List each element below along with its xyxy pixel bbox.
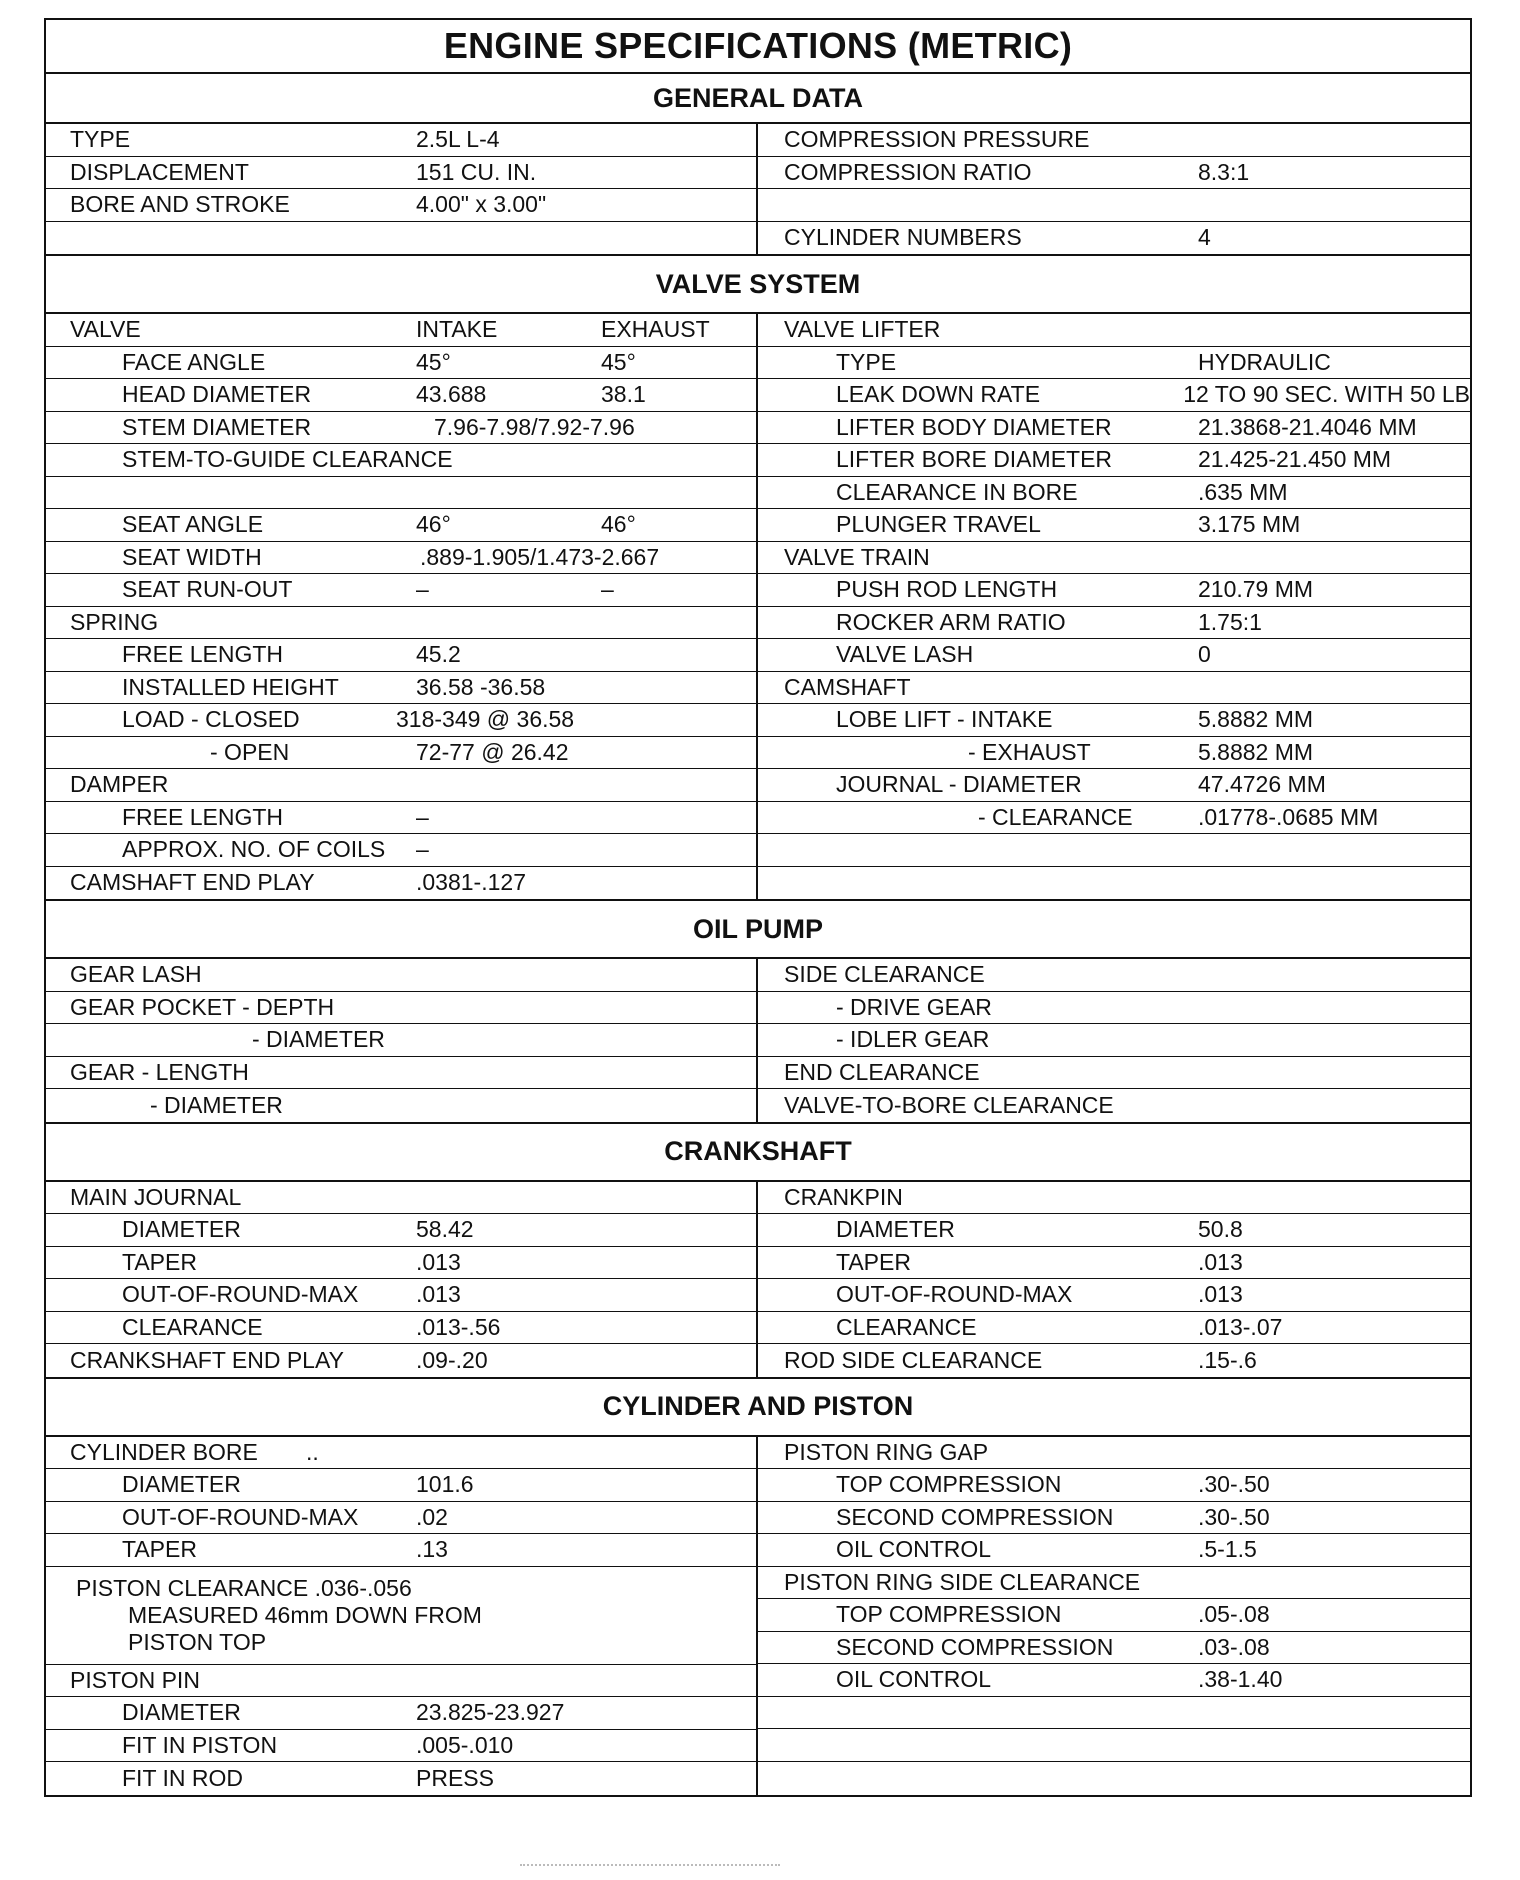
spec-label: GEAR LASH — [70, 961, 202, 988]
general-left-col — [46, 124, 758, 254]
spec-label: TYPE — [836, 348, 897, 375]
spec-label: GEAR - LENGTH — [70, 1058, 249, 1085]
spec-row — [46, 1665, 756, 1698]
spec-row — [758, 542, 1470, 575]
general-grid — [46, 124, 1470, 254]
spec-value: – — [416, 803, 429, 830]
spec-row — [758, 1089, 1470, 1122]
spec-row — [758, 412, 1470, 445]
exhaust-value: – — [601, 576, 614, 603]
spec-row — [46, 1312, 756, 1345]
spec-value: 12 TO 90 SEC. WITH 50 LB — [1183, 381, 1470, 408]
spec-label: OUT-OF-ROUND-MAX — [836, 1281, 1073, 1308]
spec-label: LEAK DOWN RATE — [836, 381, 1041, 408]
spec-label: OUT-OF-ROUND-MAX — [122, 1503, 359, 1530]
spec-label: FREE LENGTH — [122, 803, 284, 830]
spec-label: SEAT ANGLE — [122, 511, 264, 538]
spec-row — [46, 639, 756, 672]
spec-label: LIFTER BODY DIAMETER — [836, 413, 1112, 440]
spec-label: PISTON RING GAP — [784, 1438, 989, 1465]
spec-row — [758, 1534, 1470, 1567]
spec-row — [46, 412, 756, 445]
crank-left-col — [46, 1182, 758, 1377]
spec-label: TOP COMPRESSION — [836, 1601, 1062, 1628]
spec-row — [46, 189, 756, 222]
spec-value: .30-.50 — [1198, 1503, 1270, 1530]
spec-row — [758, 1312, 1470, 1345]
spec-row — [758, 1729, 1470, 1762]
spec-row — [46, 347, 756, 380]
spec-label: DIAMETER — [122, 1699, 241, 1726]
spec-row — [46, 737, 756, 770]
spec-row — [758, 1567, 1470, 1600]
spec-label: TAPER — [122, 1248, 197, 1275]
spec-label: JOURNAL - DIAMETER — [836, 771, 1082, 798]
spec-label: OUT-OF-ROUND-MAX — [122, 1281, 359, 1308]
oil-right-col — [758, 959, 1470, 1122]
spec-value: .13 — [416, 1536, 448, 1563]
spec-label: SIDE CLEARANCE — [784, 961, 985, 988]
spec-label: LIFTER BORE DIAMETER — [836, 446, 1113, 473]
spec-value: 5.8882 MM — [1198, 706, 1314, 733]
spec-row — [758, 189, 1470, 222]
spec-row — [758, 959, 1470, 992]
spec-row — [758, 124, 1470, 157]
valve-left-col — [46, 314, 758, 899]
spec-row — [758, 347, 1470, 380]
spec-row — [46, 802, 756, 835]
spec-label: APPROX. NO. OF COILS — [122, 836, 386, 863]
spec-label: - OPEN — [210, 738, 290, 765]
spec-label: DAMPER — [70, 771, 169, 798]
spec-row — [758, 1437, 1470, 1470]
spec-row — [758, 222, 1470, 255]
spec-row — [46, 542, 756, 575]
spec-sheet — [44, 18, 1472, 1797]
spec-row — [758, 802, 1470, 835]
spec-row — [46, 1247, 756, 1280]
spec-row — [46, 1344, 756, 1377]
spec-row — [46, 959, 756, 992]
spec-row — [758, 1024, 1470, 1057]
spec-row — [758, 1632, 1470, 1665]
spec-label: BORE AND STROKE — [70, 191, 290, 218]
spec-value: .889-1.905/1.473-2.667 — [420, 543, 660, 570]
spec-value: 8.3:1 — [1198, 158, 1250, 185]
spec-row — [46, 1214, 756, 1247]
spec-label: PISTON PIN — [70, 1666, 200, 1693]
spec-label: END CLEARANCE — [784, 1058, 980, 1085]
spec-row — [46, 1057, 756, 1090]
spec-row — [46, 1697, 756, 1730]
spec-value: .013 — [416, 1281, 461, 1308]
section-oil-pump: OIL PUMP — [46, 899, 1470, 959]
spec-label: ROD SIDE CLEARANCE — [784, 1346, 1043, 1373]
exhaust-value: 46° — [601, 511, 636, 538]
exhaust-value: 38.1 — [601, 381, 646, 408]
spec-row — [46, 1089, 756, 1122]
spec-label: SECOND COMPRESSION — [836, 1633, 1114, 1660]
spec-row — [758, 867, 1470, 900]
spec-row — [758, 1502, 1470, 1535]
spec-label: CYLINDER BORE — [70, 1438, 258, 1465]
spec-value: .005-.010 — [416, 1731, 514, 1758]
spec-value: .02 — [416, 1503, 448, 1530]
spec-row — [758, 1697, 1470, 1730]
oil-left-col — [46, 959, 758, 1122]
spec-label: - DRIVE GEAR — [836, 993, 992, 1020]
spec-row — [758, 379, 1470, 412]
spec-label: CLEARANCE — [836, 1313, 977, 1340]
spec-row — [758, 509, 1470, 542]
spec-row — [46, 444, 756, 477]
spec-label: TAPER — [836, 1248, 911, 1275]
spec-label: PUSH ROD LENGTH — [836, 576, 1058, 603]
valve-right-col — [758, 314, 1470, 899]
spec-row — [758, 834, 1470, 867]
spec-value: PRESS — [416, 1764, 494, 1791]
spec-label: DIAMETER — [836, 1216, 955, 1243]
spec-row — [758, 1279, 1470, 1312]
spec-label: STEM-TO-GUIDE CLEARANCE — [122, 446, 453, 473]
spec-row — [758, 1599, 1470, 1632]
spec-row — [46, 992, 756, 1025]
spec-label: SPRING — [70, 608, 159, 635]
spec-label: CYLINDER NUMBERS — [784, 224, 1022, 251]
cyl-left-col — [46, 1437, 758, 1795]
faint-footer-mark — [520, 1864, 780, 1876]
spec-label: LOAD - CLOSED — [122, 706, 300, 733]
spec-label: OIL CONTROL — [836, 1536, 992, 1563]
spec-row — [46, 1437, 756, 1470]
spec-label: VALVE-TO-BORE CLEARANCE — [784, 1091, 1114, 1118]
spec-value: 58.42 — [416, 1216, 474, 1243]
spec-row — [758, 574, 1470, 607]
spec-row — [46, 704, 756, 737]
spec-row — [46, 477, 756, 510]
spec-value: .03-.08 — [1198, 1633, 1270, 1660]
intake-header: INTAKE — [416, 316, 498, 343]
spec-value: .38-1.40 — [1198, 1666, 1283, 1693]
spec-row — [758, 607, 1470, 640]
spec-label: CLEARANCE IN BORE — [836, 478, 1078, 505]
spec-label: CAMSHAFT END PLAY — [70, 869, 315, 896]
spec-label: SECOND COMPRESSION — [836, 1503, 1114, 1530]
spec-label: COMPRESSION PRESSURE — [784, 126, 1090, 153]
spec-label: FREE LENGTH — [122, 641, 284, 668]
spec-label: ROCKER ARM RATIO — [836, 608, 1066, 635]
spec-label: - CLEARANCE — [978, 803, 1133, 830]
spec-value: 210.79 MM — [1198, 576, 1314, 603]
spec-row — [758, 1344, 1470, 1377]
spec-value: .30-.50 — [1198, 1471, 1270, 1498]
spec-label: VALVE — [70, 316, 141, 343]
intake-value: – — [416, 576, 429, 603]
page-title: ENGINE SPECIFICATIONS (METRIC) — [46, 20, 1470, 74]
spec-value: 4.00" x 3.00" — [416, 191, 547, 218]
spec-label: STEM DIAMETER — [122, 413, 312, 440]
spec-value: .09-.20 — [416, 1346, 488, 1373]
spec-value: 2.5L L-4 — [416, 126, 500, 153]
spec-value: 101.6 — [416, 1471, 474, 1498]
valve-grid — [46, 314, 1470, 899]
spec-value: .0381-.127 — [416, 869, 526, 896]
spec-label: HEAD DIAMETER — [122, 381, 312, 408]
spec-row — [758, 314, 1470, 347]
spec-value: 3.175 MM — [1198, 511, 1301, 538]
spec-value: 72-77 @ 26.42 — [416, 738, 569, 765]
spec-label: FIT IN ROD — [122, 1764, 243, 1791]
valve-header-row — [46, 314, 756, 347]
crank-grid — [46, 1182, 1470, 1377]
spec-row — [758, 992, 1470, 1025]
spec-row — [46, 607, 756, 640]
section-crankshaft: CRANKSHAFT — [46, 1122, 1470, 1182]
section-valve-system: VALVE SYSTEM — [46, 254, 1470, 314]
spec-value: .05-.08 — [1198, 1601, 1270, 1628]
spec-label: PISTON RING SIDE CLEARANCE — [784, 1568, 1141, 1595]
spec-row — [46, 834, 756, 867]
spec-row — [46, 769, 756, 802]
spec-row — [758, 704, 1470, 737]
spec-label: VALVE TRAIN — [784, 543, 930, 570]
piston-clearance-block — [46, 1567, 756, 1665]
intake-value: 46° — [416, 511, 451, 538]
spec-note: PISTON TOP — [128, 1628, 267, 1655]
spec-row — [46, 1182, 756, 1215]
spec-value: 50.8 — [1198, 1216, 1243, 1243]
spec-label: FACE ANGLE — [122, 348, 266, 375]
spec-row — [758, 1469, 1470, 1502]
spec-label: MAIN JOURNAL — [70, 1183, 242, 1210]
spec-row — [758, 1247, 1470, 1280]
spec-value: .. — [306, 1438, 319, 1465]
spec-row — [758, 444, 1470, 477]
spec-row — [46, 157, 756, 190]
spec-row — [46, 1730, 756, 1763]
spec-value: 5.8882 MM — [1198, 738, 1314, 765]
spec-row — [758, 157, 1470, 190]
spec-label: VALVE LASH — [836, 641, 974, 668]
spec-value: .15-.6 — [1198, 1346, 1257, 1373]
spec-label: CAMSHAFT — [784, 673, 911, 700]
spec-value: 0 — [1198, 641, 1211, 668]
spec-value: 1.75:1 — [1198, 608, 1262, 635]
section-general-data: GENERAL DATA — [46, 74, 1470, 124]
spec-row — [46, 1534, 756, 1567]
spec-value: .01778-.0685 MM — [1198, 803, 1379, 830]
spec-row — [758, 769, 1470, 802]
spec-row — [46, 1502, 756, 1535]
spec-value: 151 CU. IN. — [416, 158, 537, 185]
spec-value: 4 — [1198, 224, 1211, 251]
spec-row — [758, 672, 1470, 705]
spec-value: 21.425-21.450 MM — [1198, 446, 1392, 473]
spec-label: INSTALLED HEIGHT — [122, 673, 339, 700]
spec-row — [758, 1182, 1470, 1215]
spec-label: PISTON CLEARANCE .036-.056 — [76, 1574, 412, 1601]
spec-label: FIT IN PISTON — [122, 1731, 278, 1758]
spec-value: .013-.07 — [1198, 1313, 1283, 1340]
spec-value: 21.3868-21.4046 MM — [1198, 413, 1417, 440]
spec-value: 318-349 @ 36.58 — [396, 706, 575, 733]
spec-row — [46, 1762, 756, 1795]
spec-row — [758, 477, 1470, 510]
spec-row — [46, 672, 756, 705]
spec-row — [46, 1279, 756, 1312]
spec-value: HYDRAULIC — [1198, 348, 1331, 375]
spec-label: OIL CONTROL — [836, 1666, 992, 1693]
spec-row — [46, 574, 756, 607]
spec-label: TYPE — [70, 126, 131, 153]
spec-row — [758, 1664, 1470, 1697]
spec-row — [758, 1057, 1470, 1090]
spec-note: MEASURED 46mm DOWN FROM — [128, 1601, 482, 1628]
spec-row — [758, 1214, 1470, 1247]
spec-label: LOBE LIFT - INTAKE — [836, 706, 1053, 733]
spec-row — [46, 1469, 756, 1502]
spec-row — [46, 1024, 756, 1057]
spec-value: 45.2 — [416, 641, 461, 668]
intake-value: 45° — [416, 348, 451, 375]
section-cylinder-piston: CYLINDER AND PISTON — [46, 1377, 1470, 1437]
spec-value: 36.58 -36.58 — [416, 673, 546, 700]
spec-row — [46, 867, 756, 900]
spec-value: .013 — [1198, 1248, 1243, 1275]
spec-label: TOP COMPRESSION — [836, 1471, 1062, 1498]
spec-label: DIAMETER — [122, 1471, 241, 1498]
general-right-col — [758, 124, 1470, 254]
spec-label: - DIAMETER — [150, 1091, 283, 1118]
spec-label: COMPRESSION RATIO — [784, 158, 1032, 185]
spec-row — [46, 124, 756, 157]
spec-label: CLEARANCE — [122, 1313, 263, 1340]
spec-row — [46, 222, 756, 255]
spec-label: DIAMETER — [122, 1216, 241, 1243]
spec-label: CRANKPIN — [784, 1183, 903, 1210]
spec-value: 23.825-23.927 — [416, 1699, 565, 1726]
spec-value: 7.96-7.98/7.92-7.96 — [434, 413, 635, 440]
spec-row — [46, 379, 756, 412]
cyl-right-col — [758, 1437, 1470, 1795]
spec-label: DISPLACEMENT — [70, 158, 249, 185]
spec-label: PLUNGER TRAVEL — [836, 511, 1041, 538]
spec-label: SEAT RUN-OUT — [122, 576, 293, 603]
spec-value: .635 MM — [1198, 478, 1288, 505]
spec-value: .5-1.5 — [1198, 1536, 1257, 1563]
spec-value: .013 — [1198, 1281, 1243, 1308]
oil-grid — [46, 959, 1470, 1122]
spec-label: SEAT WIDTH — [122, 543, 262, 570]
spec-value: 47.4726 MM — [1198, 771, 1326, 798]
exhaust-value: 45° — [601, 348, 636, 375]
spec-value: – — [416, 836, 429, 863]
cyl-grid — [46, 1437, 1470, 1795]
spec-row — [46, 509, 756, 542]
spec-label: - IDLER GEAR — [836, 1026, 990, 1053]
spec-label: VALVE LIFTER — [784, 316, 941, 343]
spec-label: - DIAMETER — [252, 1026, 385, 1053]
crank-right-col — [758, 1182, 1470, 1377]
spec-label: CRANKSHAFT END PLAY — [70, 1346, 344, 1373]
spec-label: GEAR POCKET - DEPTH — [70, 993, 335, 1020]
spec-row — [758, 639, 1470, 672]
spec-value: .013 — [416, 1248, 461, 1275]
spec-row — [758, 1762, 1470, 1795]
spec-label: TAPER — [122, 1536, 197, 1563]
spec-row — [758, 737, 1470, 770]
exhaust-header: EXHAUST — [601, 316, 710, 343]
spec-label: - EXHAUST — [968, 738, 1091, 765]
intake-value: 43.688 — [416, 381, 487, 408]
spec-value: .013-.56 — [416, 1313, 501, 1340]
